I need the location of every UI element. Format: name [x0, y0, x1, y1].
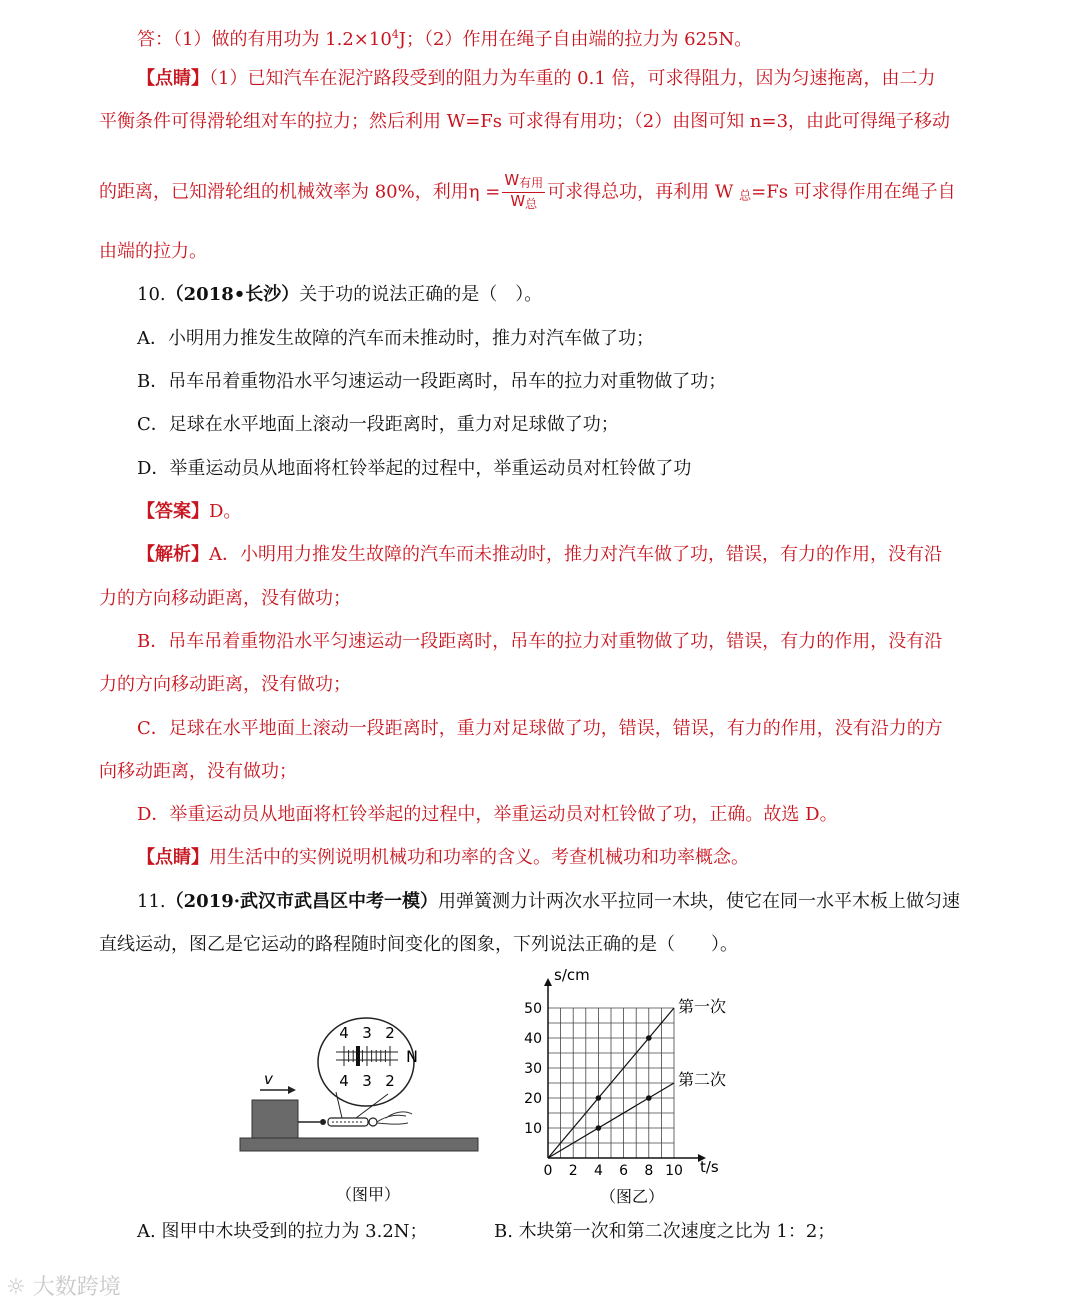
efficiency-fraction: $\frac{\text{W有用}}{\text{W总}}$: [504, 171, 544, 211]
velocity-label: v: [264, 1070, 273, 1088]
q11-stem-1: 11.（2019·武汉市武昌区中考一模）用弹簧测力计两次水平拉同一木块，使它在同一水平木板上做匀速: [137, 891, 961, 912]
y-tick-label: 30: [524, 1061, 542, 1077]
dianjing-1-line2: 平衡条件可得滑轮组对车的拉力；然后利用 W=Fs 可求得有用功；（2）由图可知 n=3，由此可得绳子移动: [99, 111, 951, 132]
watermark-logo-icon: ☼: [6, 1275, 26, 1300]
q10-answer: 【答案】D。: [137, 501, 242, 522]
dianjing-1-line3: 的距离，已知滑轮组的机械效率为 80%，利用η = $\frac{\text{W有用}}{\text{W总}}$ 可求得总功，再利用 W 总=Fs 可求得作用在绳子自: [99, 171, 956, 211]
series-label-1: 第一次: [678, 997, 727, 1016]
series-2-point: [646, 1095, 652, 1101]
figure-yi-caption: （图乙）: [599, 1187, 665, 1206]
x-tick-label: 2: [568, 1163, 578, 1179]
series-label-2: 第二次: [678, 1070, 727, 1089]
scale-bottom-4: 4: [339, 1072, 349, 1090]
q10-analysis-b2: 力的方向移动距离，没有做功；: [99, 674, 351, 695]
watermark: ☼ 大数跨境: [6, 1275, 121, 1300]
q10-option-b: B．吊车吊着重物沿水平匀速运动一段距离时，吊车的拉力对重物做了功；: [137, 371, 727, 392]
y-axis-arrow: [544, 978, 552, 986]
dianjing-1-line1: 【点睛】（1）已知汽车在泥泞路段受到的阻力为车重的 0.1 倍，可求得阻力，因为匀速拖离，由二力: [137, 68, 936, 89]
wooden-board: [240, 1138, 478, 1151]
y-tick-label: 40: [524, 1031, 542, 1047]
x-tick-label: 6: [619, 1163, 629, 1179]
q10-option-c: C．足球在水平地面上滚动一段距离时，重力对足球做了功；: [137, 414, 619, 435]
y-tick-label: 50: [524, 1001, 542, 1017]
series-1-point: [596, 1095, 602, 1101]
q10-analysis-d: D．举重运动员从地面将杠铃举起的过程中，举重运动员对杠铃做了功，正确。故选 D。: [137, 804, 838, 825]
scale-top-3: 3: [362, 1024, 372, 1042]
q10-option-a: A．小明用力推发生故障的汽车而未推动时，推力对汽车做了功；: [137, 328, 654, 349]
q10-analysis-c2: 向移动距离，没有做功；: [99, 761, 297, 782]
x-tick-label: 10: [665, 1163, 683, 1179]
scale-bottom-2: 2: [385, 1072, 395, 1090]
gauge-pointer: [356, 1046, 360, 1066]
dianjing-1-line4: 由端的拉力。: [99, 241, 207, 262]
y-tick-label: 10: [524, 1121, 542, 1137]
q10-analysis-b1: B．吊车吊着重物沿水平匀速运动一段距离时，吊车的拉力对重物做了功，错误，有力的作用，没有沿: [137, 631, 943, 652]
x-tick-label: 8: [644, 1163, 654, 1179]
q10-option-d: D．举重运动员从地面将杠铃举起的过程中，举重运动员对杠铃做了功: [137, 458, 692, 479]
q10-analysis-c1: C．足球在水平地面上滚动一段距离时，重力对足球做了功，错误，错误，有力的作用，没有沿力的方: [137, 718, 943, 739]
x-tick-label: 0: [543, 1163, 553, 1179]
hand: [377, 1112, 412, 1124]
figure-jia-caption: （图甲）: [335, 1185, 401, 1204]
y-axis-label: s/cm: [554, 966, 590, 984]
q11-option-a: A. 图甲中木块受到的拉力为 3.2N；: [137, 1221, 428, 1242]
q10-stem: 10.（2018•长沙）关于功的说法正确的是（ ）。: [137, 284, 543, 305]
scale-top-4: 4: [339, 1024, 349, 1042]
series-1-point: [646, 1035, 652, 1041]
y-tick-label: 20: [524, 1091, 542, 1107]
figure-jia: [236, 1006, 486, 1206]
q10-dianjing: 【点睛】用生活中的实例说明机械功和功率的含义。考查机械功和功率概念。: [137, 847, 749, 868]
chart-series: [548, 997, 726, 1158]
figure-yi-chart: [512, 966, 762, 1210]
x-tick-label: 4: [593, 1163, 603, 1179]
scale-top-2: 2: [385, 1024, 395, 1042]
gauge-ticks: [344, 1046, 390, 1066]
wooden-block: [252, 1100, 298, 1138]
q10-analysis-a2: 力的方向移动距离，没有做功；: [99, 588, 351, 609]
series-2-point: [596, 1125, 602, 1131]
q11-option-b: B. 木块第一次和第二次速度之比为 1：2；: [494, 1221, 836, 1242]
scale-bottom-3: 3: [362, 1072, 372, 1090]
gauge-unit: N: [406, 1047, 418, 1066]
q10-analysis-a1: 【解析】A．小明用力推发生故障的汽车而未推动时，推力对汽车做了功，错误，有力的作用，没有沿: [137, 544, 942, 565]
q11-stem-2: 直线运动，图乙是它运动的路程随时间变化的图象，下列说法正确的是（ ）。: [99, 934, 738, 955]
answer-line: 答：（1）做的有用功为 $1.2\times 10^4J$；（2）作用在绳子自由端的拉力为 625N。: [137, 28, 753, 50]
x-axis-label: t/s: [700, 1158, 719, 1176]
